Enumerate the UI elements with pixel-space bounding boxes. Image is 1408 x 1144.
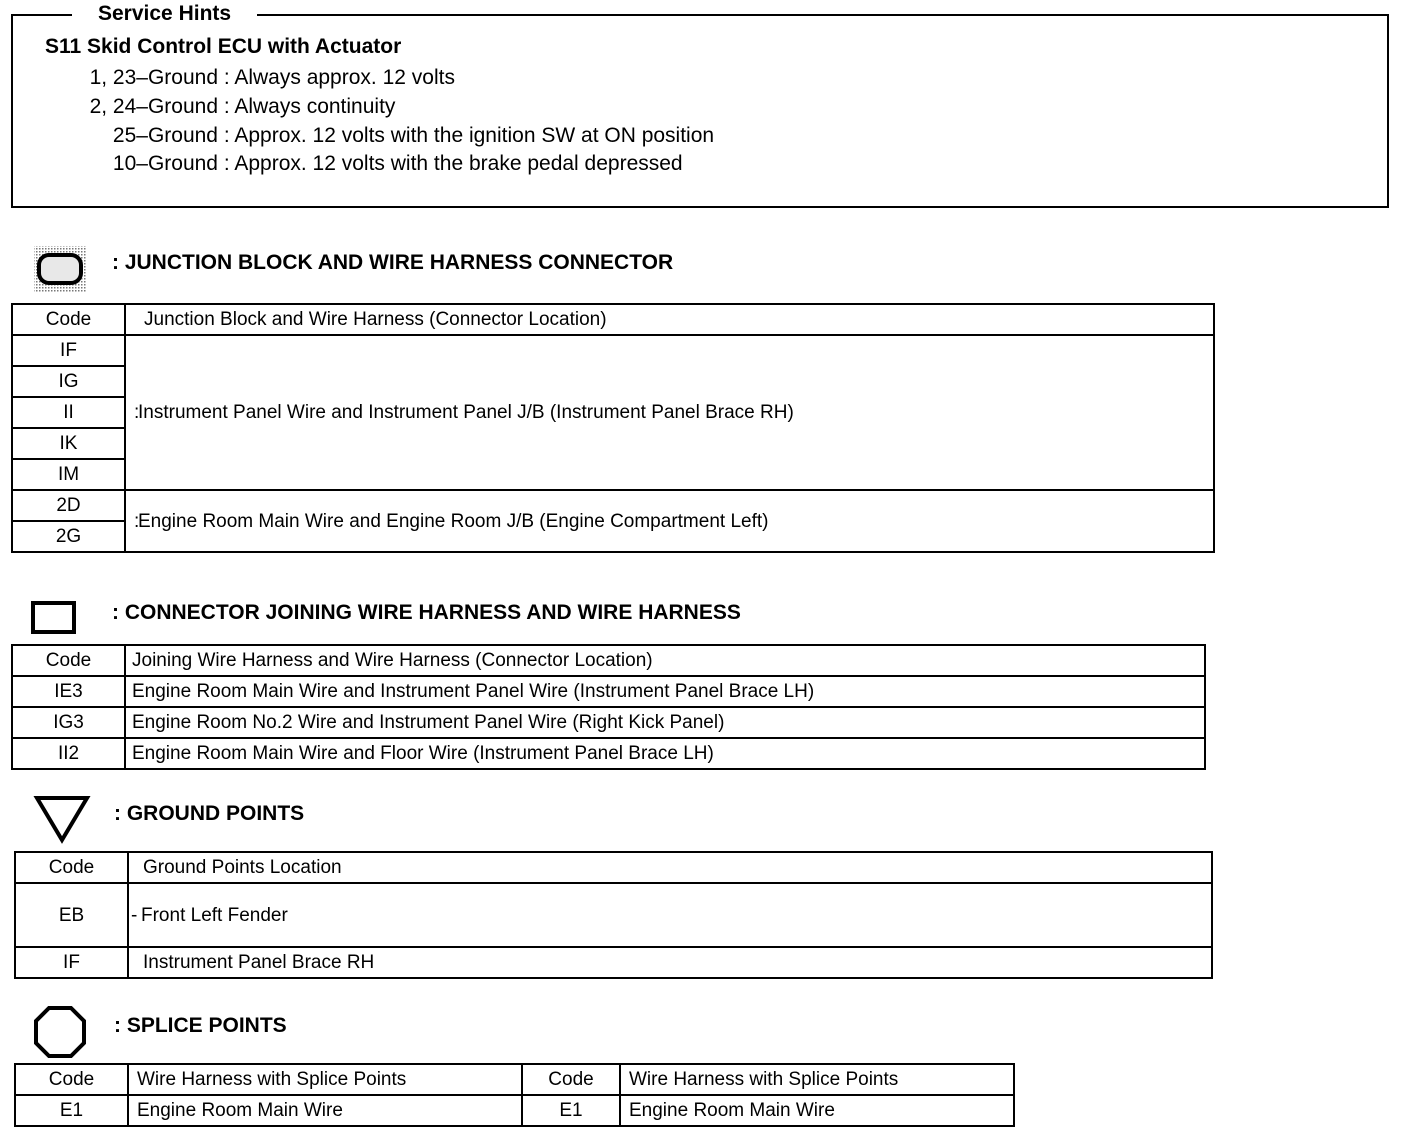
- location-cell: Instrument Panel Brace RH: [128, 947, 1212, 978]
- hint-line: 2, 24–Ground : Always continuity: [89, 95, 396, 118]
- table-row: [12, 490, 1214, 521]
- code-cell: II: [12, 397, 125, 428]
- junction-block-heading: : JUNCTION BLOCK AND WIRE HARNESS CONNECTOR: [112, 251, 674, 274]
- table-row: [12, 707, 1205, 738]
- splice-points-heading: : SPLICE POINTS: [114, 1014, 287, 1037]
- hint-line: 10–Ground : Approx. 12 volts with the brake pedal depressed: [112, 152, 683, 175]
- code-cell: 2D: [12, 490, 125, 521]
- splice-octagon-icon: [33, 1005, 87, 1059]
- location-cell: Engine Room Main Wire and Instrument Panel Wire (Instrument Panel Brace LH): [125, 676, 1205, 707]
- table-row: [15, 947, 1212, 978]
- col-code-header: Code: [15, 1064, 128, 1095]
- table-row: [12, 676, 1205, 707]
- table-row: [12, 335, 1214, 366]
- code-cell: EB: [15, 883, 128, 947]
- col-location-header: Ground Points Location: [128, 852, 1212, 883]
- hint-line: 1, 23–Ground : Always approx. 12 volts: [89, 66, 455, 89]
- code-cell: IF: [12, 335, 125, 366]
- col-code-header: Code: [12, 304, 125, 335]
- location-cell: Engine Room No.2 Wire and Instrument Panel Wire (Right Kick Panel): [125, 707, 1205, 738]
- ground-triangle-icon: [33, 794, 91, 844]
- code-cell: E1: [522, 1095, 620, 1126]
- junction-block-icon: [33, 245, 87, 293]
- table-row: [15, 1095, 1014, 1126]
- connector-heading: : CONNECTOR JOINING WIRE HARNESS AND WIRE HARNESS: [112, 601, 741, 624]
- splice-points-table: [14, 1063, 1015, 1127]
- code-cell: IK: [12, 428, 125, 459]
- code-cell: IG: [12, 366, 125, 397]
- table-header-row: [12, 645, 1205, 676]
- col-code-header: Code: [15, 852, 128, 883]
- connector-icon: [31, 601, 77, 635]
- location-cell: - Front Left Fender: [128, 883, 1212, 947]
- table-header-row: [15, 1064, 1014, 1095]
- hint-line: 25–Ground : Approx. 12 volts with the ignition SW at ON position: [112, 124, 715, 147]
- code-cell: 2G: [12, 521, 125, 552]
- junction-block-table: [11, 303, 1215, 553]
- service-hints-heading: S11 Skid Control ECU with Actuator: [45, 35, 402, 58]
- col-code-header: Code: [12, 645, 125, 676]
- connector-table: [11, 644, 1206, 770]
- code-cell: IF: [15, 947, 128, 978]
- table-header-row: [12, 304, 1214, 335]
- location-cell: Engine Room Main Wire and Floor Wire (Instrument Panel Brace LH): [125, 738, 1205, 769]
- location-cell: :Engine Room Main Wire and Engine Room J/B (Engine Compartment Left): [125, 490, 1214, 552]
- col-harness-header: Wire Harness with Splice Points: [620, 1064, 1014, 1095]
- table-row: [12, 738, 1205, 769]
- table-header-row: [15, 852, 1212, 883]
- table-row: [15, 883, 1212, 947]
- location-cell: :Instrument Panel Wire and Instrument Panel J/B (Instrument Panel Brace RH): [125, 335, 1214, 490]
- code-cell: IG3: [12, 707, 125, 738]
- col-location-header: Joining Wire Harness and Wire Harness (Connector Location): [125, 645, 1205, 676]
- col-harness-header: Wire Harness with Splice Points: [128, 1064, 522, 1095]
- col-location-header: Junction Block and Wire Harness (Connector Location): [125, 304, 1214, 335]
- col-code-header: Code: [522, 1064, 620, 1095]
- harness-cell: Engine Room Main Wire: [620, 1095, 1014, 1126]
- code-cell: E1: [15, 1095, 128, 1126]
- ground-points-heading: : GROUND POINTS: [114, 802, 305, 825]
- code-cell: IE3: [12, 676, 125, 707]
- code-cell: IM: [12, 459, 125, 490]
- harness-cell: Engine Room Main Wire: [128, 1095, 522, 1126]
- code-cell: II2: [12, 738, 125, 769]
- ground-points-table: [14, 851, 1213, 979]
- service-hints-title: Service Hints: [72, 2, 257, 26]
